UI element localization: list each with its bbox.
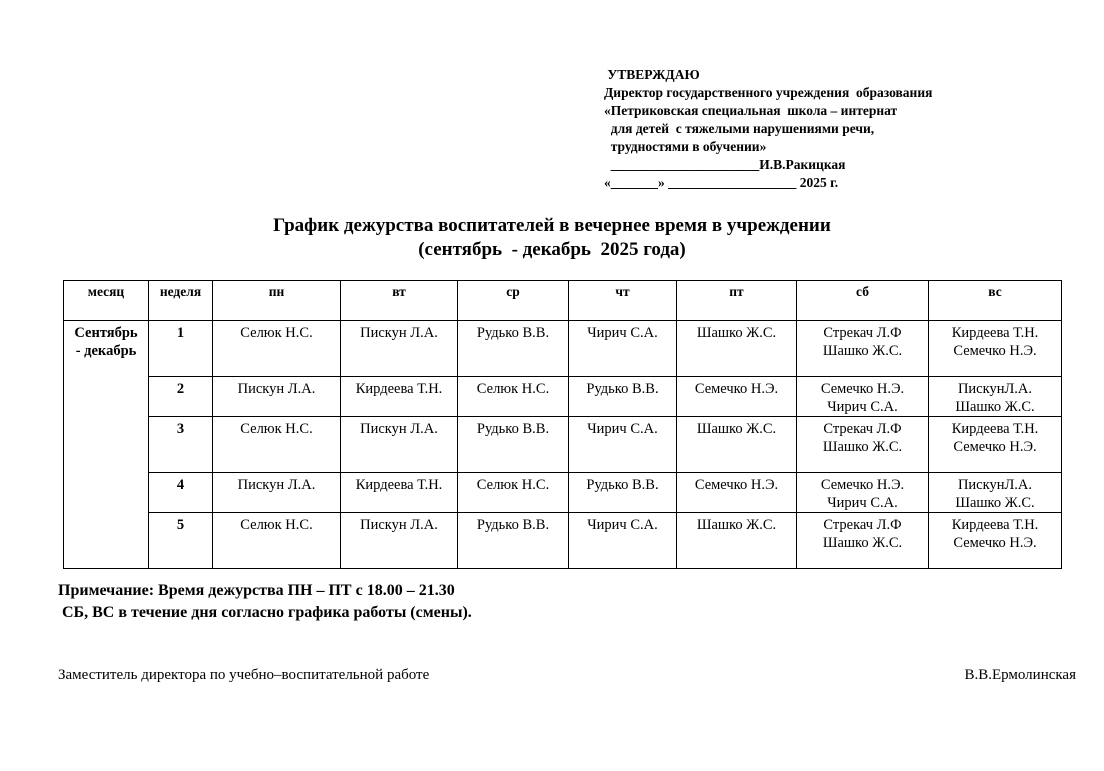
sun-name: Шашко Ж.С.: [955, 495, 1035, 511]
sat-name: Шашко Ж.С.: [822, 535, 903, 551]
cell-mon: Селюк Н.С.: [213, 513, 341, 569]
header-fri: пт: [677, 281, 797, 321]
cell-fri: Шашко Ж.С.: [677, 321, 797, 377]
cell-sat: [797, 513, 929, 569]
cell-fri: Шашко Ж.С.: [677, 513, 797, 569]
cell-mon: Пискун Л.А.: [213, 377, 341, 417]
sun-name: Кирдеева Т.Н.: [951, 325, 1039, 341]
note-line-1: Примечание: Время дежурства ПН – ПТ с 18.00 – 21.30: [58, 582, 455, 599]
cell-fri: Шашко Ж.С.: [677, 417, 797, 473]
sun-name: Шашко Ж.С.: [955, 399, 1035, 415]
approval-line: Директор государственного учреждения образования: [604, 85, 933, 100]
week-number: 3: [149, 417, 213, 473]
sat-name: Семечко Н.Э.: [820, 477, 905, 493]
cell-thu: Чирич С.А.: [569, 321, 677, 377]
cell-thu: Рудько В.В.: [569, 473, 677, 513]
approval-heading: УТВЕРЖДАЮ: [604, 67, 700, 82]
header-month: месяц: [64, 281, 149, 321]
header-wed: ср: [458, 281, 569, 321]
sat-name: Шашко Ж.С.: [822, 343, 903, 359]
cell-sun: [929, 321, 1062, 377]
cell-sat: [797, 417, 929, 473]
cell-mon: Селюк Н.С.: [213, 417, 341, 473]
approval-line: «Петриковская специальная школа – интернат: [604, 103, 898, 118]
sun-name: ПискунЛ.А.: [957, 477, 1033, 493]
table-row: [64, 513, 1062, 569]
header-sun: вс: [929, 281, 1062, 321]
week-number: 5: [149, 513, 213, 569]
sun-name: Семечко Н.Э.: [953, 535, 1037, 551]
signer-name: В.В.Ермолинская: [964, 667, 1076, 683]
cell-tue: Пискун Л.А.: [341, 321, 458, 377]
header-mon: пн: [213, 281, 341, 321]
header-tue: вт: [341, 281, 458, 321]
cell-tue: Пискун Л.А.: [341, 417, 458, 473]
duty-schedule-table: [63, 280, 1062, 569]
header-sat: сб: [797, 281, 929, 321]
cell-sun: [929, 473, 1062, 513]
header-row: [64, 281, 1062, 321]
cell-tue: Кирдеева Т.Н.: [341, 473, 458, 513]
month-cell: [64, 321, 149, 569]
cell-tue: Кирдеева Т.Н.: [341, 377, 458, 417]
cell-tue: Пискун Л.А.: [341, 513, 458, 569]
sun-name: Семечко Н.Э.: [953, 439, 1037, 455]
header-week: неделя: [149, 281, 213, 321]
cell-thu: Чирич С.А.: [569, 513, 677, 569]
sun-name: Семечко Н.Э.: [953, 343, 1037, 359]
table-row: [64, 377, 1062, 417]
cell-sat: [797, 377, 929, 417]
sun-name: ПискунЛ.А.: [957, 381, 1033, 397]
table-row: [64, 473, 1062, 513]
cell-sat: [797, 321, 929, 377]
document-title: [0, 214, 1104, 262]
title-line-1: График дежурства воспитателей в вечернее время в учреждении: [273, 215, 831, 236]
cell-wed: Рудько В.В.: [458, 417, 569, 473]
week-number: 4: [149, 473, 213, 513]
cell-wed: Селюк Н.С.: [458, 473, 569, 513]
sat-name: Семечко Н.Э.: [820, 381, 905, 397]
week-number: 2: [149, 377, 213, 417]
sat-name: Стрекач Л.Ф: [823, 517, 902, 533]
cell-mon: Селюк Н.С.: [213, 321, 341, 377]
month-label-line: - декабрь: [75, 343, 137, 359]
approval-line: для детей с тяжелыми нарушениями речи,: [604, 121, 875, 136]
note-block: [58, 580, 472, 624]
sat-name: Чирич С.А.: [827, 399, 898, 415]
month-label-line: Сентябрь: [74, 325, 138, 341]
cell-sun: [929, 417, 1062, 473]
table-row: [64, 417, 1062, 473]
cell-wed: Селюк Н.С.: [458, 377, 569, 417]
cell-fri: Семечко Н.Э.: [677, 473, 797, 513]
sat-name: Стрекач Л.Ф: [823, 325, 902, 341]
cell-thu: Рудько В.В.: [569, 377, 677, 417]
sun-name: Кирдеева Т.Н.: [951, 421, 1039, 437]
sat-name: Шашко Ж.С.: [822, 439, 903, 455]
cell-sat: [797, 473, 929, 513]
cell-fri: Семечко Н.Э.: [677, 377, 797, 417]
note-line-2: СБ, ВС в течение дня согласно графика работы (смены).: [58, 604, 472, 621]
title-line-2: (сентябрь - декабрь 2025 года): [418, 239, 686, 260]
cell-sun: [929, 513, 1062, 569]
sat-name: Стрекач Л.Ф: [823, 421, 902, 437]
cell-thu: Чирич С.А.: [569, 417, 677, 473]
week-number: 1: [149, 321, 213, 377]
sun-name: Кирдеева Т.Н.: [951, 517, 1039, 533]
cell-wed: Рудько В.В.: [458, 513, 569, 569]
header-thu: чт: [569, 281, 677, 321]
cell-mon: Пискун Л.А.: [213, 473, 341, 513]
cell-sun: [929, 377, 1062, 417]
cell-wed: Рудько В.В.: [458, 321, 569, 377]
approval-block: [604, 66, 1064, 192]
approval-signature-line: ______________________И.В.Ракицкая: [604, 157, 846, 172]
approval-date-line: «_______» ___________________ 2025 г.: [604, 175, 839, 190]
table-row: [64, 321, 1062, 377]
approval-line: трудностями в обучении»: [604, 139, 767, 154]
signer-position: Заместитель директора по учебно–воспитательной работе: [58, 667, 430, 683]
sat-name: Чирич С.А.: [827, 495, 898, 511]
